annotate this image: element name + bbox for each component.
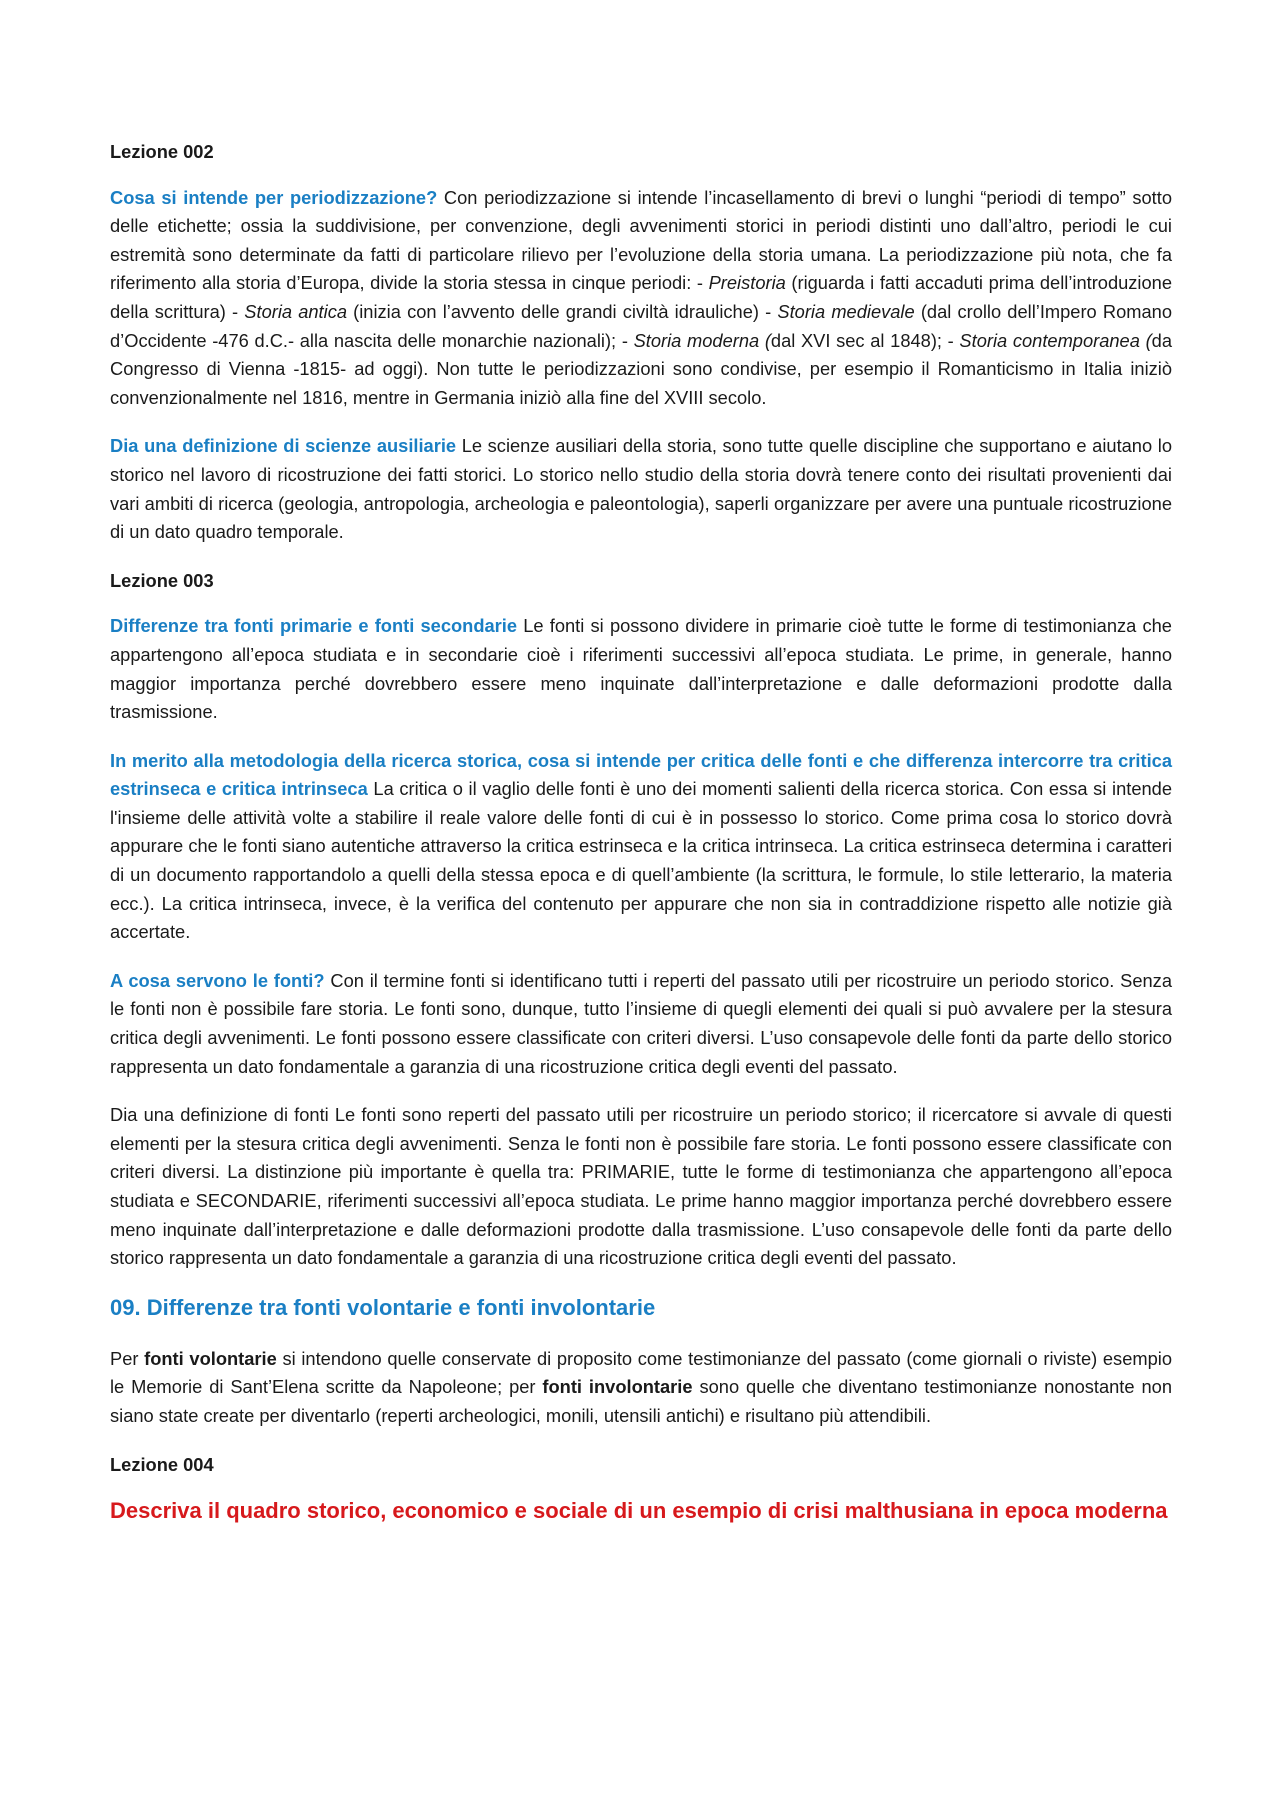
paragraph-fonti-primarie: [110, 612, 1172, 726]
period-name: Storia moderna (: [633, 329, 771, 351]
answer-text: Con periodizzazione si intende l’incasellamento di brevi o lunghi “periodi di tempo” sotto delle etichette; ossia la suddivisione, per convenzione, degli avvenimenti storici in periodi distinti uno dall’altro, periodi le cui estremità sono determinate da fatti di particolare rilievo per l’evoluzione della storia umana. La periodizzazione più nota, che fa riferimento alla storia d’Europa, divide la storia stessa in cinque periodi: -: [110, 186, 1172, 294]
answer-text: (riguarda i fatti accaduti prima dell’introduzione della scrittura) -: [110, 272, 1172, 322]
answer-text: Per: [110, 1347, 145, 1369]
answer-text: da Congresso di Vienna -1815- ad oggi). Non tutte le periodizzazioni sono condivise, per esempio il Romanticismo in Italia iniziò convenzionalmente nel 1816, mentre in Germania iniziò alla fine del XVIII secolo.: [110, 329, 1172, 408]
answer-text: Le fonti si possono dividere in primarie cioè tutte le forme di testimonianza che appartengono all’epoca studiata e in secondarie cioè i riferimenti successivi all’epoca studiata. Le prime, in generale, hanno maggior importanza perché dovrebbero essere meno inquinate dall’interpretazione e dalle deformazioni prodotte dalla trasmissione.: [110, 615, 1172, 723]
paragraph-definizione-fonti: Dia una definizione di fonti Le fonti sono reperti del passato utili per ricostruire un periodo storico; il ricercatore si avvale di questi elementi per la stesura critica degli avvenimenti. Senza le fonti non è possibile fare storia. Le fonti possono essere classificate con criteri diversi. La distinzione più importante è quella tra: PRIMARIE, tutte le forme di testimonianza che appartengono all’epoca studiata e SECONDARIE, riferimenti successivi all’epoca studiata. Le prime hanno maggior importanza perché dovrebbero essere meno inquinate dall’interpretazione e dalle deformazioni prodotte dalla trasmissione. L’uso consapevole delle fonti da parte dello storico rappresenta un dato fondamentale a garanzia di una ricostruzione critica degli eventi del passato.: [110, 1104, 1172, 1269]
period-name: Storia antica: [244, 300, 347, 322]
period-name: Preistoria: [708, 272, 786, 294]
lesson-title: Lezione 004: [110, 1453, 214, 1475]
section-heading: 09. Differenze tra fonti volontarie e fonti involontarie: [110, 1294, 656, 1320]
answer-text: (inizia con l’avvento delle grandi civiltà idrauliche) -: [347, 300, 778, 322]
answer-text: La critica o il vaglio delle fonti è uno dei momenti salienti della ricerca storica. Con essa si intende l'insieme delle attività volte a stabilire il reale valore delle fonti di cui è in possesso lo storico. Come prima cosa lo storico dovrà appurare che le fonti siano autentiche attraverso la critica estrinseca e la critica intrinseca. La critica estrinseca determina i caratteri di un documento rapportandolo a quelli della stessa epoca e di quell’ambiente (la scrittura, le formule, lo stile letterario, la materia ecc.). La critica intrinseca, invece, è la verifica del contenuto per appurare che non sia in contraddizione rispetto alle notizie già accertate.: [110, 778, 1172, 943]
paragraph-a-cosa-servono: [110, 967, 1172, 1081]
document-page: [110, 138, 1172, 1526]
question-heading: Dia una definizione di scienze ausiliarie: [110, 435, 457, 457]
lesson-title: Lezione 003: [110, 569, 214, 591]
lesson-title: Lezione 002: [110, 141, 214, 162]
answer-text: dal XVI sec al 1848); -: [770, 329, 960, 351]
answer-text: Le scienze ausiliari della storia, sono tutte quelle discipline che supportano e aiutano lo storico nel lavoro di ricostruzione dei fatti storici. Lo storico nello studio della storia dovrà tenere conto dei risultati provenienti dai vari ambiti di ricerca (geologia, antropologia, archeologia e paleontologia), saperli organizzare per avere una puntuale ricostruzione di un dato quadro temporale.: [110, 435, 1172, 543]
question-heading-red: Descriva il quadro storico, economico e sociale di un esempio di crisi malthusiana in epoca moderna: [110, 1498, 1168, 1524]
answer-text: (dal crollo dell’Impero Romano d’Occidente -476 d.C.- alla nascita delle monarchie nazionali); -: [110, 300, 1172, 351]
bold-term: fonti volontarie: [144, 1347, 277, 1369]
paragraph-critica-fonti: [110, 747, 1172, 947]
paragraph-fonti-volontarie: [110, 1345, 1172, 1431]
paragraph-scienze-ausiliarie: [110, 432, 1172, 546]
question-heading: In merito alla metodologia della ricerca storica, cosa si intende per critica delle fonti e che differenza intercorre tra critica estrinseca e critica intrinseca: [110, 749, 1172, 800]
answer-text: Con il termine fonti si identificano tutti i reperti del passato utili per ricostruire un periodo storico. Senza le fonti non è possibile fare storia. Le fonti sono, dunque, tutto l’insieme di quegli elementi dei quali si può avvalere per la stesura critica degli avvenimenti. Le fonti possono essere classificate con criteri diversi. L’uso consapevole delle fonti da parte dello storico rappresenta un dato fondamentale a garanzia di una ricostruzione critica degli eventi del passato.: [110, 969, 1172, 1077]
question-heading: A cosa servono le fonti?: [110, 969, 325, 991]
period-name: Storia contemporanea (: [959, 329, 1152, 351]
question-heading: Cosa si intende per periodizzazione?: [110, 186, 438, 208]
period-name: Storia medievale: [777, 300, 915, 322]
paragraph-periodizzazione: [110, 184, 1172, 413]
answer-text: sono quelle che diventano testimonianze nonostante non siano state create per diventarlo (reperti archeologici, monili, utensili antichi) e risultano più attendibili.: [110, 1376, 1172, 1426]
bold-term: fonti involontarie: [542, 1376, 693, 1398]
question-heading: Differenze tra fonti primarie e fonti secondarie: [110, 615, 518, 637]
answer-text: si intendono quelle conservate di proposito come testimonianze del passato (come giornali o riviste) esempio le Memorie di Sant’Elena scritte da Napoleone; per: [110, 1347, 1172, 1398]
